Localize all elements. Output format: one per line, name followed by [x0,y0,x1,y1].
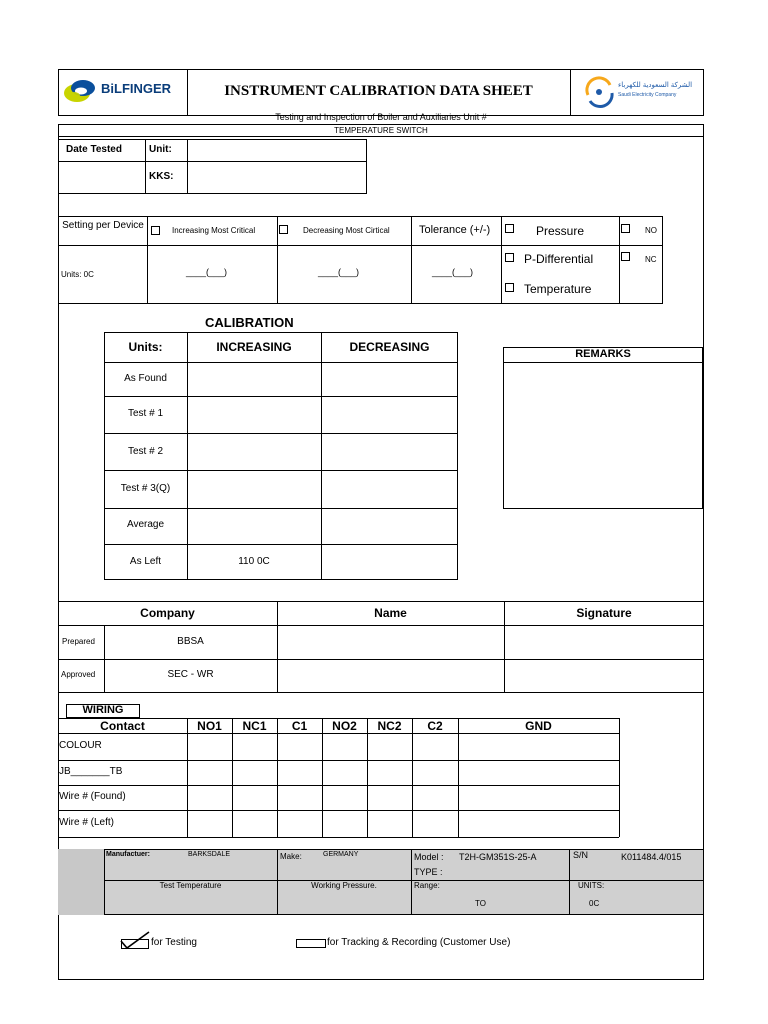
pressure-label: Pressure [536,224,585,238]
for-tracking-label: for Tracking & Recording (Customer Use) [327,937,511,948]
manufacturer-label: Manufactuer: [106,851,150,858]
approval-company-header: Company [140,606,195,620]
wiring-header: NO1 [197,719,222,733]
wiring-col-3 [277,718,278,837]
tolerance-field[interactable]: ____(___) [432,267,474,277]
decreasing-setpoint-field[interactable]: ____(___) [318,267,360,277]
calibration-increasing-header: INCREASING [216,340,292,354]
date-tested-field[interactable] [59,162,144,193]
unit-label: Unit: [149,144,172,155]
calibration-units-header: Units: [128,340,163,354]
p-differential-label: P-Differential [524,252,594,266]
nameplate-div-3 [569,849,570,915]
p-differential-checkbox[interactable] [505,253,514,262]
no-checkbox[interactable] [621,224,630,233]
wiring-col-8 [619,718,620,837]
working-pressure-label: Working Pressure. [311,881,377,890]
wiring-header: GND [525,719,552,733]
prepared-name-field[interactable] [278,626,503,658]
wiring-row-label: Wire # (Left) [59,817,115,828]
decreasing-most-critical-label: Decreasing Most Cirtical [303,226,390,235]
calibration-row-line-4 [104,470,458,471]
prepared-company: BBSA [177,636,204,647]
wiring-header: NC2 [377,719,402,733]
calibration-row-label: As Left [129,556,162,567]
wiring-col-2 [232,718,233,837]
prepared-signature-field[interactable] [505,626,703,658]
kks-label: KKS: [149,171,174,182]
for-tracking-checkbox[interactable] [296,939,326,948]
wiring-line-bottom [58,837,619,838]
settings-divider-1 [147,216,148,304]
approval-line-3 [58,692,704,693]
checkmark-icon [118,930,152,950]
calibration-row-line-5 [104,508,458,509]
settings-row-line [58,245,663,246]
device-type: TEMPERATURE SWITCH [334,126,428,135]
calibration-title: CALIBRATION [205,315,294,330]
range-to: TO [475,899,486,908]
settings-divider-3 [411,216,412,304]
unit-field[interactable] [188,140,366,160]
wiring-col-5 [367,718,368,837]
wiring-header: NC1 [242,719,267,733]
remarks-field[interactable] [503,362,703,509]
nc-checkbox[interactable] [621,252,630,261]
sn-value: K011484.4/015 [621,852,682,862]
wiring-header: NO2 [332,719,357,733]
increasing-most-critical-label: Increasing Most Critical [172,226,256,235]
for-testing-label: for Testing [151,937,197,948]
approved-company: SEC - WR [167,669,214,680]
calibration-col-divider-1 [187,332,188,580]
approved-label: Approved [61,670,96,679]
sn-label: S/N [573,850,589,860]
setting-per-device-label: Setting per Device [62,220,144,231]
pressure-checkbox[interactable] [505,224,514,233]
calibration-cell-increasing[interactable]: 110 0C [238,556,270,567]
calibration-row-line-2 [104,396,458,397]
approval-name-header: Name [374,606,407,620]
saudi-electricity-logo [580,73,700,111]
calibration-row-label: As Found [124,373,167,384]
approval-signature-header: Signature [576,606,632,620]
approval-line-top [58,601,704,602]
header-divider-right [570,69,571,116]
wiring-header: C1 [291,719,308,733]
settings-divider-4 [501,216,502,304]
increasing-most-critical-checkbox[interactable] [151,226,160,235]
bilfinger-logo [62,74,184,110]
kks-field[interactable] [188,162,366,193]
units-value: 0C [589,899,600,908]
wiring-col-6 [412,718,413,837]
wiring-line-3 [58,810,619,811]
approved-name-field[interactable] [278,660,503,691]
make-label: Make: [280,852,302,861]
range-label: Range: [414,881,440,890]
date-tested-label: Date Tested [66,144,122,155]
wiring-row-label: Wire # (Found) [59,791,126,802]
units-label: UNITS: [578,881,605,890]
wiring-col-7 [458,718,459,837]
calibration-row-label: Test # 2 [127,446,164,457]
subtitle: Testing and Inspection of Boiler and Auxiliaries Unit # [275,112,487,122]
remarks-title: REMARKS [575,348,631,360]
model-label: Model : [414,852,444,862]
settings-divider-5 [619,216,620,304]
calibration-col-divider-2 [321,332,322,580]
tolerance-label: Tolerance (+/-) [419,224,491,236]
device-type-underline [58,136,704,137]
wiring-col-1 [187,718,188,837]
wiring-row-label: COLOUR [59,740,102,751]
wiring-line-2 [58,785,619,786]
page-title: INSTRUMENT CALIBRATION DATA SHEET [224,83,533,99]
approved-signature-field[interactable] [505,660,703,691]
prepared-label: Prepared [62,637,95,646]
temperature-checkbox[interactable] [505,283,514,292]
wiring-title: WIRING [82,704,124,716]
wiring-line-1 [58,760,619,761]
calibration-row-label: Test # 3(Q) [120,483,171,494]
model-value: T2H-GM351S-25-A [459,852,537,862]
calibration-decreasing-header: DECREASING [349,340,430,354]
approval-divider-1 [104,625,105,692]
calibration-row-line-1 [104,362,458,363]
test-temperature-label: Test Temperature [159,881,222,890]
calibration-row-label: Average [126,519,165,530]
wiring-line-header [58,733,619,734]
sec-logo-english: Saudi Electricity Company [618,92,677,98]
wiring-header: Contact [100,719,145,733]
nc-label: NC [645,255,657,264]
sec-logo-arabic: الشركة السعودية للكهرباء [618,82,693,89]
make-value: GERMANY [323,851,359,858]
calibration-row-line-6 [104,544,458,545]
no-label: NO [645,226,657,235]
temperature-label: Temperature [524,282,592,296]
wiring-header: C2 [427,719,443,733]
wiring-row-label: JB_______TB [59,766,123,777]
bilfinger-logo-text: BiLFINGER [101,81,172,96]
settings-divider-2 [277,216,278,304]
info-divider-1 [145,139,146,194]
manufacturer-value: BARKSDALE [188,851,231,858]
decreasing-most-critical-checkbox[interactable] [279,225,288,234]
calibration-row-line-3 [104,433,458,434]
calibration-row-label: Test # 1 [127,408,164,419]
type-label: TYPE : [414,867,443,877]
wiring-col-4 [322,718,323,837]
increasing-setpoint-field[interactable]: ____(___) [186,267,228,277]
settings-units-label: Units: 0C [61,270,94,279]
nameplate-div-2 [411,849,412,915]
